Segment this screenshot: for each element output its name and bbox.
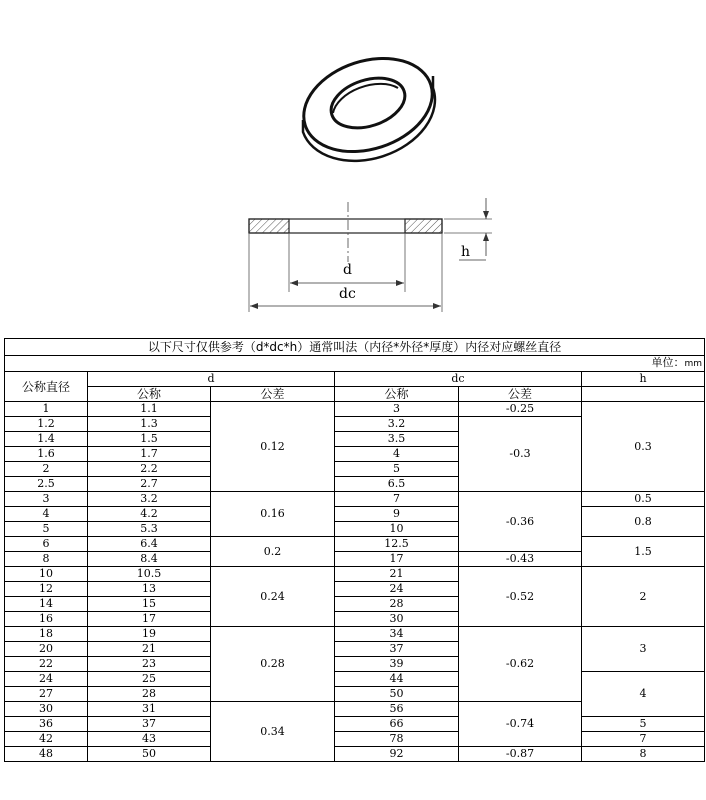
d-nominal-cell: 10.5 <box>88 567 211 582</box>
nominal-diameter-cell: 14 <box>5 597 88 612</box>
header-dc-tolerance: 公差 <box>459 387 582 402</box>
nominal-diameter-cell: 1 <box>5 402 88 417</box>
table-title: 以下尺寸仅供参考（d*dc*h）通常叫法（内径*外径*厚度）内径对应螺丝直径 <box>5 339 705 356</box>
dc-nominal-cell: 3.2 <box>335 417 459 432</box>
dc-tolerance-cell: -0.62 <box>459 627 582 702</box>
dc-nominal-cell: 30 <box>335 612 459 627</box>
d-nominal-cell: 8.4 <box>88 552 211 567</box>
nominal-diameter-cell: 42 <box>5 732 88 747</box>
dc-nominal-cell: 4 <box>335 447 459 462</box>
washer-section-view <box>249 198 492 312</box>
unit-label: 单位： <box>651 356 685 369</box>
unit-note <box>5 356 705 372</box>
nominal-diameter-cell: 3 <box>5 492 88 507</box>
dc-nominal-cell: 56 <box>335 702 459 717</box>
table-row <box>5 627 705 642</box>
header-group-dc: dc <box>335 372 582 387</box>
header-d-tolerance: 公差 <box>211 387 335 402</box>
nominal-diameter-cell: 2.5 <box>5 477 88 492</box>
dc-nominal-cell: 44 <box>335 672 459 687</box>
dc-nominal-cell: 6.5 <box>335 477 459 492</box>
dc-tolerance-cell: -0.74 <box>459 702 582 747</box>
table-row <box>5 492 705 507</box>
dc-nominal-cell: 7 <box>335 492 459 507</box>
dc-tolerance-cell: -0.87 <box>459 747 582 762</box>
dc-nominal-cell: 24 <box>335 582 459 597</box>
d-nominal-cell: 21 <box>88 642 211 657</box>
h-value-cell: 0.3 <box>582 402 705 492</box>
dc-nominal-cell: 9 <box>335 507 459 522</box>
dc-nominal-cell: 3 <box>335 402 459 417</box>
dc-tolerance-cell: -0.3 <box>459 417 582 492</box>
header-h-blank <box>582 387 705 402</box>
washer-3d-view <box>292 43 445 167</box>
d-nominal-cell: 28 <box>88 687 211 702</box>
table-row <box>5 537 705 552</box>
header-group-d: d <box>88 372 335 387</box>
table-row <box>5 402 705 417</box>
d-nominal-cell: 19 <box>88 627 211 642</box>
nominal-diameter-cell: 30 <box>5 702 88 717</box>
nominal-diameter-cell: 12 <box>5 582 88 597</box>
d-nominal-cell: 1.7 <box>88 447 211 462</box>
dc-nominal-cell: 92 <box>335 747 459 762</box>
d-nominal-cell: 43 <box>88 732 211 747</box>
d-nominal-cell: 3.2 <box>88 492 211 507</box>
d-nominal-cell: 5.3 <box>88 522 211 537</box>
dc-nominal-cell: 39 <box>335 657 459 672</box>
nominal-diameter-cell: 2 <box>5 462 88 477</box>
nominal-diameter-cell: 20 <box>5 642 88 657</box>
table-row <box>5 507 705 522</box>
dc-tolerance-cell: -0.43 <box>459 552 582 567</box>
header-nominal-diameter: 公称直径 <box>5 372 88 402</box>
h-value-cell: 7 <box>582 732 705 747</box>
d-nominal-cell: 25 <box>88 672 211 687</box>
d-nominal-cell: 50 <box>88 747 211 762</box>
nominal-diameter-cell: 16 <box>5 612 88 627</box>
nominal-diameter-cell: 5 <box>5 522 88 537</box>
d-nominal-cell: 17 <box>88 612 211 627</box>
nominal-diameter-cell: 18 <box>5 627 88 642</box>
nominal-diameter-cell: 4 <box>5 507 88 522</box>
table-row <box>5 747 705 762</box>
h-value-cell: 2 <box>582 567 705 627</box>
header-group-h: h <box>582 372 705 387</box>
dc-tolerance-cell: -0.25 <box>459 402 582 417</box>
dc-nominal-cell: 50 <box>335 687 459 702</box>
table-row <box>5 717 705 732</box>
table-row <box>5 567 705 582</box>
nominal-diameter-cell: 24 <box>5 672 88 687</box>
nominal-diameter-cell: 8 <box>5 552 88 567</box>
d-nominal-cell: 1.3 <box>88 417 211 432</box>
d-tolerance-cell: 0.24 <box>211 567 335 627</box>
washer-drawing <box>0 0 706 340</box>
d-nominal-cell: 1.1 <box>88 402 211 417</box>
d-nominal-cell: 31 <box>88 702 211 717</box>
dc-nominal-cell: 37 <box>335 642 459 657</box>
spec-table-body <box>5 339 705 762</box>
d-nominal-cell: 6.4 <box>88 537 211 552</box>
header-dc-nominal: 公称 <box>335 387 459 402</box>
nominal-diameter-cell: 6 <box>5 537 88 552</box>
dc-dimension-label: dc <box>339 286 356 302</box>
dc-nominal-cell: 10 <box>335 522 459 537</box>
d-nominal-cell: 13 <box>88 582 211 597</box>
table-row <box>5 732 705 747</box>
nominal-diameter-cell: 1.6 <box>5 447 88 462</box>
dc-nominal-cell: 17 <box>335 552 459 567</box>
nominal-diameter-cell: 22 <box>5 657 88 672</box>
dc-nominal-cell: 66 <box>335 717 459 732</box>
d-nominal-cell: 2.2 <box>88 462 211 477</box>
nominal-diameter-cell: 1.4 <box>5 432 88 447</box>
d-dimension-label: d <box>343 262 352 278</box>
nominal-diameter-cell: 1.2 <box>5 417 88 432</box>
dc-nominal-cell: 28 <box>335 597 459 612</box>
h-value-cell: 8 <box>582 747 705 762</box>
table-row <box>5 672 705 687</box>
h-value-cell: 1.5 <box>582 537 705 567</box>
nominal-diameter-cell: 27 <box>5 687 88 702</box>
d-nominal-cell: 23 <box>88 657 211 672</box>
d-tolerance-cell: 0.12 <box>211 402 335 492</box>
unit-value: mm <box>684 359 703 369</box>
d-tolerance-cell: 0.16 <box>211 492 335 537</box>
h-value-cell: 5 <box>582 717 705 732</box>
dc-nominal-cell: 78 <box>335 732 459 747</box>
d-tolerance-cell: 0.28 <box>211 627 335 702</box>
d-nominal-cell: 1.5 <box>88 432 211 447</box>
h-value-cell: 4 <box>582 672 705 717</box>
dc-nominal-cell: 5 <box>335 462 459 477</box>
dc-tolerance-cell: -0.36 <box>459 492 582 552</box>
nominal-diameter-cell: 48 <box>5 747 88 762</box>
d-nominal-cell: 4.2 <box>88 507 211 522</box>
nominal-diameter-cell: 36 <box>5 717 88 732</box>
dc-nominal-cell: 3.5 <box>335 432 459 447</box>
nominal-diameter-cell: 10 <box>5 567 88 582</box>
h-value-cell: 0.5 <box>582 492 705 507</box>
d-nominal-cell: 2.7 <box>88 477 211 492</box>
dc-nominal-cell: 12.5 <box>335 537 459 552</box>
dc-tolerance-cell: -0.52 <box>459 567 582 627</box>
d-tolerance-cell: 0.2 <box>211 537 335 567</box>
dc-nominal-cell: 34 <box>335 627 459 642</box>
washer-spec-table <box>4 338 705 762</box>
d-nominal-cell: 15 <box>88 597 211 612</box>
h-value-cell: 0.8 <box>582 507 705 537</box>
dc-nominal-cell: 21 <box>335 567 459 582</box>
d-nominal-cell: 37 <box>88 717 211 732</box>
h-dimension-label: h <box>461 244 471 260</box>
d-tolerance-cell: 0.34 <box>211 702 335 762</box>
header-d-nominal: 公称 <box>88 387 211 402</box>
h-value-cell: 3 <box>582 627 705 672</box>
